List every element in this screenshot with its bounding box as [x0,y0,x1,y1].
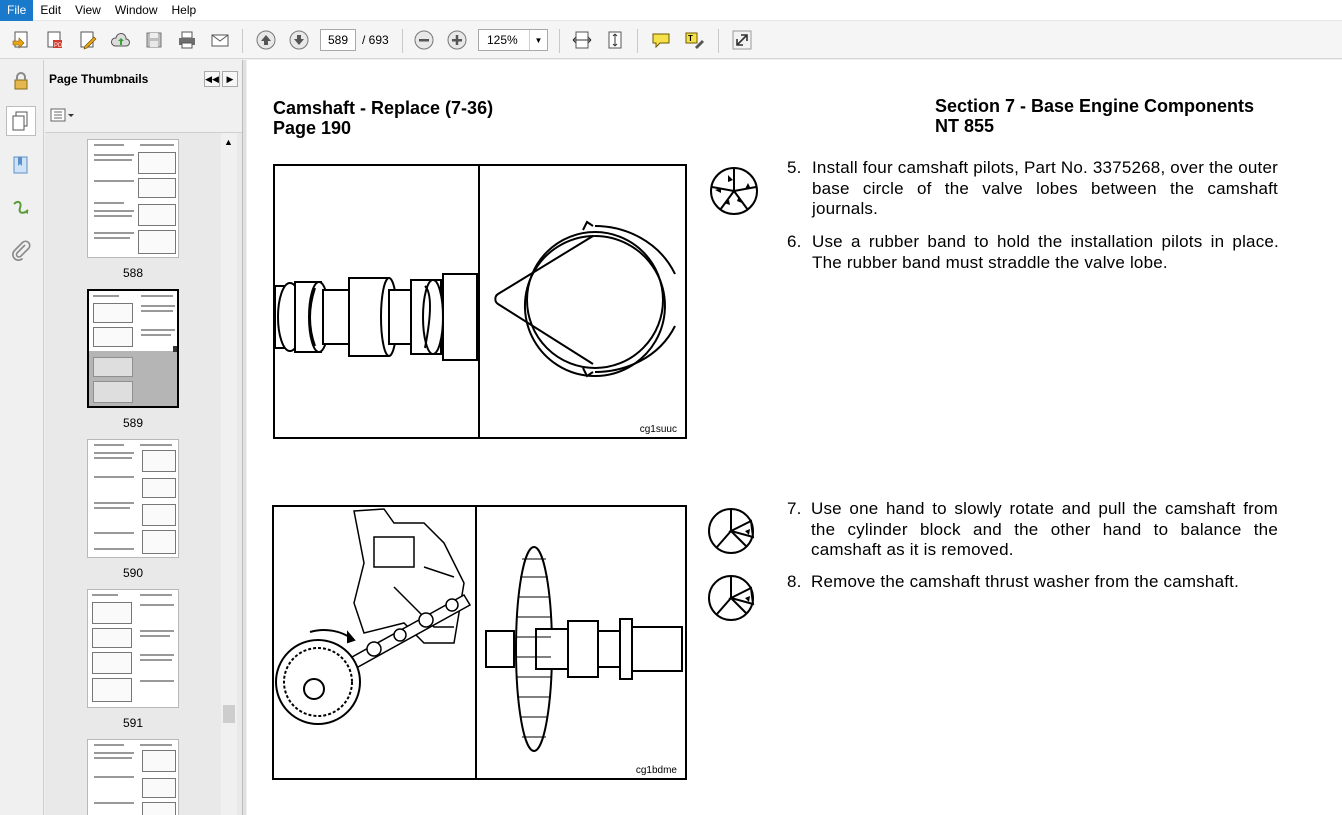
step-text: Remove the camshaft thrust washer from the camshaft. [811,572,1240,591]
step-7 [787,499,1282,561]
thumbnail-image [87,739,179,815]
save-icon[interactable] [141,27,167,53]
camshaft-removal-illustration [274,507,685,778]
thumbnail-label: 591 [122,716,144,730]
previous-page-icon[interactable] [253,27,279,53]
bookmark-icon[interactable] [6,150,36,180]
header-model: NT 855 [935,116,995,136]
thumbnail-image [87,589,179,708]
camshaft-pilot-illustration [275,166,685,437]
thumbnail-image [87,139,179,258]
lock-icon[interactable] [6,66,36,96]
header-section: Section 7 - Base Engine Components [935,96,1255,116]
figure-code: cg1suuc [639,424,677,435]
fit-page-icon[interactable] [602,27,628,53]
menu-edit[interactable]: Edit [40,2,62,17]
step-8 [787,572,1282,614]
edit-pdf-icon[interactable] [75,27,101,53]
scrollbar-thumb[interactable] [223,705,235,723]
step-text: Use one hand to slowly rotate and pull the camshaft from the cylinder block and the other hand to balance the camshaft as it is removed. [811,499,1278,559]
zoom-select[interactable] [478,29,548,51]
toolbar-separator [718,29,719,53]
menu-view[interactable]: View [75,2,101,17]
email-icon[interactable] [207,27,233,53]
toolbar [0,21,1342,59]
print-icon[interactable] [174,27,200,53]
zoom-out-icon[interactable] [411,27,437,53]
navigation-rail [0,60,44,815]
thumbnail-page-589[interactable] [87,289,179,430]
menu-window[interactable]: Window [114,2,158,17]
page-number-input[interactable] [320,29,356,51]
thumbnail-page-591[interactable] [87,589,179,730]
thumbnail-page-588[interactable] [87,139,179,280]
thumbnail-label: 590 [122,566,144,580]
expand-panel-icon[interactable]: ▶ [222,71,238,87]
panel-splitter[interactable] [242,60,246,815]
menu-file[interactable]: File [0,0,33,21]
next-page-icon[interactable] [286,27,312,53]
toolbar-separator [559,29,560,53]
thumbnail-image [87,289,179,408]
thumbnails-panel [45,60,242,815]
step-text: Install four camshaft pilots, Part No. 3375268, over the outer base circle of the valve lobes between the camshaft journals. [812,158,1278,218]
figure-camshaft-pilots [273,164,687,439]
thumbnail-page-next[interactable] [87,739,179,815]
svg-text:T: T [688,34,693,43]
page-header-left [273,98,493,138]
expand-icon[interactable] [729,27,755,53]
step-6 [787,232,1282,274]
step-number: 7. [787,499,802,518]
figure-camshaft-removal [272,505,687,780]
thumbnail-page-590[interactable] [87,439,179,580]
create-pdf-icon[interactable] [42,27,68,53]
chevron-down-icon[interactable]: ▼ [529,30,547,50]
attachment-icon[interactable] [6,236,36,266]
step-number: 8. [787,572,802,591]
install-pilots-icon [708,165,760,220]
step-number: 5. [787,158,802,177]
thumbnail-image [87,439,179,558]
step-5 [787,158,1282,220]
panel-controls [204,71,238,87]
comment-icon[interactable] [648,27,674,53]
toolbar-separator [637,29,638,53]
page-total: / 693 [362,33,389,47]
thumbnail-options-button[interactable] [49,106,75,124]
step-text: Use a rubber band to hold the installation pilots in place. The rubber band must straddle the valve lobe. [812,232,1279,272]
highlight-text-icon[interactable] [681,27,707,53]
zoom-in-icon[interactable] [444,27,470,53]
step-number: 6. [787,232,802,251]
page-thumbnails-icon[interactable] [6,106,36,136]
upload-cloud-icon[interactable] [108,27,134,53]
remove-washer-icon [707,574,759,625]
panel-title: Page Thumbnails [49,72,149,86]
collapse-panel-icon[interactable]: ◀◀ [204,71,220,87]
thumbnail-scrollbar[interactable] [221,133,237,815]
fit-width-icon[interactable] [569,27,595,53]
menu-bar [0,0,1342,21]
toolbar-separator [242,29,243,53]
scroll-up-icon[interactable]: ▲ [224,137,233,147]
page-header-right [935,96,1254,136]
figure-code: cg1bdme [635,765,677,776]
svg-text:PDF: PDF [54,43,66,49]
toolbar-separator [402,29,403,53]
thumbnail-list [45,132,242,815]
header-page: Page 190 [273,118,352,138]
thumbnail-label: 589 [122,416,144,430]
document-page [247,60,1342,815]
open-file-icon[interactable] [9,27,35,53]
header-title: Camshaft - Replace (7-36) [273,98,494,118]
menu-help[interactable]: Help [171,2,197,17]
signature-icon[interactable] [6,194,36,224]
thumbnail-label: 588 [122,266,144,280]
zoom-input[interactable] [479,30,529,50]
rotate-pull-icon [707,507,759,558]
